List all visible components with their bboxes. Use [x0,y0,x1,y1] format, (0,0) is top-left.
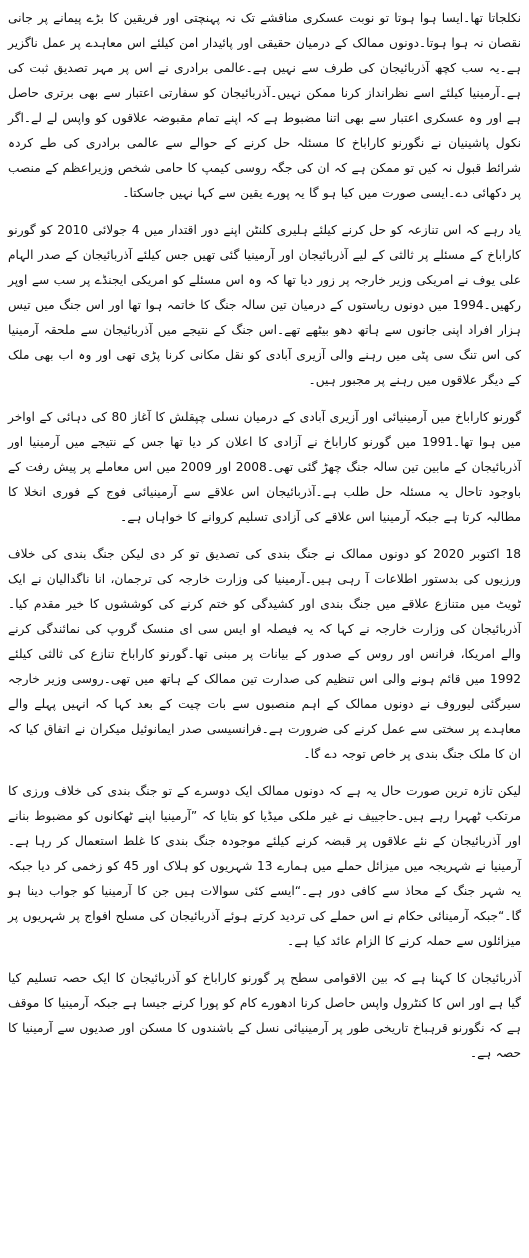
paragraph-6: آذربائیجان کا کہنا ہے کہ بین الاقوامی سطح پر گورنو کاراباخ کو آذربائیجان کا ایک حصہ تسلیم کیا گیا ہے اور اس کا کنٹرول واپس حاصل کرنا ادھورے کام کو پورا کرنے جیسا ہے جبکہ آرمینیا کا موقف ہے کہ نگورنو قرہباخ تاریخی طور پر آرمینیائی نسل کے باشندوں کا مسکن اور صدیوں سے آرمینیا کا حصہ ہے۔ [8,971,521,1060]
paragraph-2: یاد رہے کہ اس تنازعہ کو حل کرنے کیلئے ہلیری کلنٹن اپنے دور اقتدار میں 4 جولائی 2010 کو گورنو کاراباخ کے مسئلے پر ثالثی کے لیے آذربائیجان اور آرمینیا گئی تھیں جس کیلئے آذربائیجان کے صدر الہام علی یوف نے امریکی وزیر خارجہ پر زور دیا تھا کہ وہ اس مسئلے کو امریکی ایجنڈے پر سب سے اوپر رکھیں۔1994 میں دونوں ریاستوں کے درمیان تین سالہ جنگ کا خاتمہ ہوا تھا اور اس جنگ میں تیس ہزار افراد اپنی جانوں سے ہاتھ دھو بیٹھے تھے۔اس جنگ کے نتیجے میں آذربائیجان سے ملحقہ آرمینیا کی اس تنگ سی پٹی میں رہنے والی آزیری آبادی کو نقل مکانی کرنا پڑی تھی اور وہ اب بھی ملک کے دیگر علاقوں میں رہنے پر مجبور ہیں۔ [8,223,521,387]
paragraph-3: گورنو کاراباخ میں آرمینیائی اور آزیری آبادی کے درمیان نسلی چپقلش کا آغاز 80 کی دہائی کے اواخر میں ہوا تھا۔1991 میں گورنو کاراباخ نے آزادی کا اعلان کر دیا تھا جس کے نتیجے میں آرمینیا اور آذربائیجان کے مابین تین سالہ جنگ چھڑ گئی تھی۔2008 اور 2009 میں اس معاملے پر پیش رفت کے باوجود تاحال یہ مسئلہ حل طلب ہے۔آذربائیجان اس علاقے سے آرمینیائی فوج کے فوری انخلا کا مطالبہ کرتا ہے جبکہ آرمینیا اس علاقے کی آزادی تسلیم کروانے کا خواہاں ہے۔ [8,410,522,524]
paragraph-1: نکلجاتا تھا۔ایسا ہوا ہوتا تو نوبت عسکری مناقشے تک نہ پہنچتی اور فریقین کا بڑے پیمانے پر جانی نقصان نہ ہوا ہوتا۔دونوں ممالک کے درمیان حقیقی اور پائیدار امن کیلئے اس معاہدے پر عمل ناگزیر ہے۔یہ سب کچھ آذربائیجان کی طرف سے نہیں ہے۔عالمی برادری نے اس پر مہر تصدیق ثبت کی ہے۔آرمینیا کیلئے اسے نظرانداز کرنا ممکن نہیں۔آذربائیجان کو سفارتی اعتبار سے بھی برتری حاصل ہے اور وہ عسکری اعتبار سے بھی اتنا مضبوط ہے کہ اپنے تمام مقبوضہ علاقوں کو واپس لے لے۔اگر نکول پاشینیان نے نگورنو کاراباخ کا مسئلہ حل کرنے کے حوالے سے عالمی برادری کی طے کردہ شرائط قبول نہ کیں تو ممکن ہے کہ ان کی جگہ روسی کیمپ کا حامی شخص وزیراعظم کے منصب پر دکھائی دے۔ایسی صورت میں کیا ہو گا یہ پورے یقین سے کہا نہیں جاسکتا۔ [8,11,521,200]
paragraph-5: لیکن تازہ ترین صورت حال یہ ہے کہ دونوں ممالک ایک دوسرے کے تو جنگ بندی کی خلاف ورزی کا مرتکب ٹھہرا رہے ہیں۔حاجییف نے غیر ملکی میڈیا کو بتایا کہ ”آرمینیا اپنے ٹھکانوں کو مضبوط بنانے اور آذربائیجان کے نئے علاقوں پر قبضہ کرنے کیلئے موجودہ جنگ بندی کا غلط استعمال کر رہا ہے۔آرمینیا نے شہریجہ میں میزائل حملے میں ہمارے 13 شہریوں کو ہلاک اور 45 کو زخمی کر دیا جبکہ یہ شہر جنگ کے محاذ سے کافی دور ہے۔“ایسے کئی سوالات ہیں جن کا آرمینیا کو جواب دینا ہو گا۔“جبکہ آرمینائی حکام نے اس حملے کی تردید کرتے ہوئے آذربائیجان کی مسلح افواج پر شہریوں پر میزائلوں سے حملہ کرنے کا الزام عائد کیا ہے۔ [8,784,521,948]
paragraph-4: 18 اکتوبر 2020 کو دونوں ممالک نے جنگ بندی کی تصدیق تو کر دی لیکن جنگ بندی کی خلاف ورزیوں کی بدستور اطلاعات آ رہی ہیں۔آرمینیا کی وزارت خارجہ کی ترجمان، انا ناگدالیان نے ایک ٹویٹ میں متنازع علاقے میں جنگ بندی اور کشیدگی کو ختم کرنے کی کوششوں کا خیر مقدم کیا۔آذربائیجان کی وزارت خارجہ نے کہا کہ یہ فیصلہ او ایس سی ای منسک گروپ کی نمائندگی کرنے والے امریکا، فرانس اور روس کے صدور کے بیانات پر مبنی تھا۔گورنو کاراباخ تنازع کی ثالثی کیلئے 1992 میں قائم ہونے والی اس تنظیم کی صدارت تین ممالک کے ہاتھ میں تھی۔روسی وزیر خارجہ سیرگئی لیوروف نے دونوں ممالک کے اہم منصبوں سے بات چیت کے بعد کہا کہ انہیں پہلے والے معاہدے پر سختی سے عمل کرنے کی ضرورت ہے۔فرانسیسی صدر ایمانوئیل میکران نے اتفاق کیا کہ ان کا ملک جنگ بندی پر خاص توجہ دے گا۔ [8,547,521,761]
